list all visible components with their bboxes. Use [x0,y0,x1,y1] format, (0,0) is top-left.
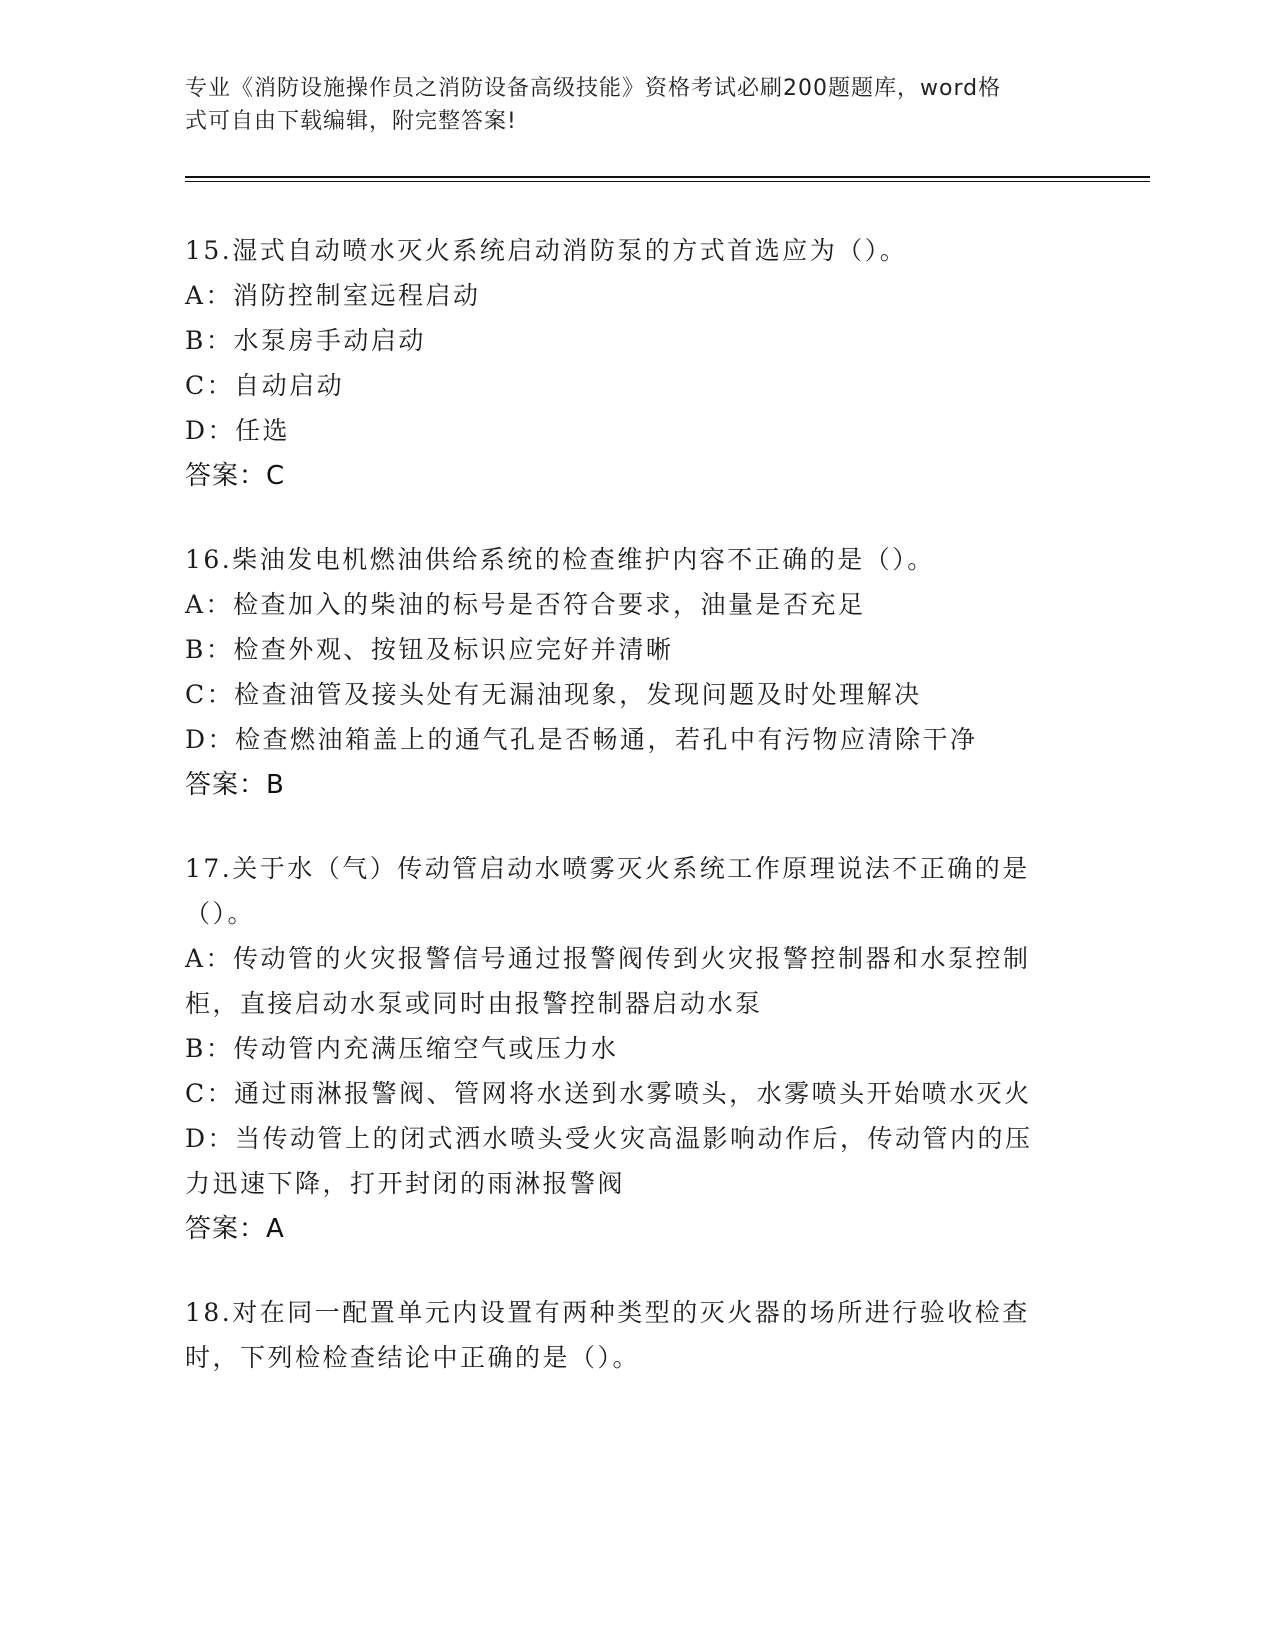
answer-option: B：传动管内充满压缩空气或压力水 [185,1034,619,1063]
question-stem: 17.关于水（气）传动管启动水喷雾灭火系统工作原理说法不正确的是 [185,854,1030,883]
question-list [185,228,1070,1418]
answer-option: D：检查燃油箱盖上的通气孔是否畅通，若孔中有污物应清除干净 [185,725,978,754]
question-block [185,228,1070,499]
answer-option: B：水泵房手动启动 [185,326,426,355]
answer-key: 答案：A [185,1214,285,1244]
question-stem: 16.柴油发电机燃油供给系统的检查维护内容不正确的是（）。 [185,545,935,574]
question-stem: 15.湿式自动喷水灭火系统启动消防泵的方式首选应为（）。 [185,236,908,265]
answer-option: C：检查油管及接头处有无漏油现象，发现问题及时处理解决 [185,680,922,709]
header-rule-thick [185,176,1150,178]
question-block [185,1290,1070,1380]
answer-option: C：自动启动 [185,371,345,400]
answer-option: A：消防控制室远程启动 [185,281,481,310]
question-block [185,537,1070,808]
answer-option: A：传动管的火灾报警信号通过报警阀传到火灾报警控制器和水泵控制 [185,944,1031,973]
header-line-2: 式可自由下载编辑，附完整答案! [185,109,517,134]
answer-option: D：任选 [185,416,291,445]
answer-option: A：检查加入的柴油的标号是否符合要求，油量是否充足 [185,590,866,619]
answer-option: 柜，直接启动水泵或同时由报警控制器启动水泵 [185,989,763,1018]
header-rule-thin [185,181,1150,182]
document-header [185,72,1065,138]
header-line-1: 专业《消防设施操作员之消防设备高级技能》资格考试必刷200题题库，word格 [185,76,1002,101]
answer-option: D：当传动管上的闭式洒水喷头受火灾高温影响动作后，传动管内的压 [185,1124,1033,1153]
question-stem: 18.对在同一配置单元内设置有两种类型的灭火器的场所进行验收检查 [185,1298,1030,1327]
answer-option: B：检查外观、按钮及标识应完好并清晰 [185,635,674,664]
question-block [185,846,1070,1252]
question-stem: （）。 [185,899,256,928]
question-stem: 时，下列检检查结论中正确的是（）。 [185,1343,641,1372]
answer-key: 答案：C [185,461,286,491]
answer-key: 答案：B [185,770,285,800]
answer-option: 力迅速下降，打开封闭的雨淋报警阀 [185,1169,626,1198]
answer-option: C：通过雨淋报警阀、管网将水送到水雾喷头，水雾喷头开始喷水灭火 [185,1079,1032,1108]
